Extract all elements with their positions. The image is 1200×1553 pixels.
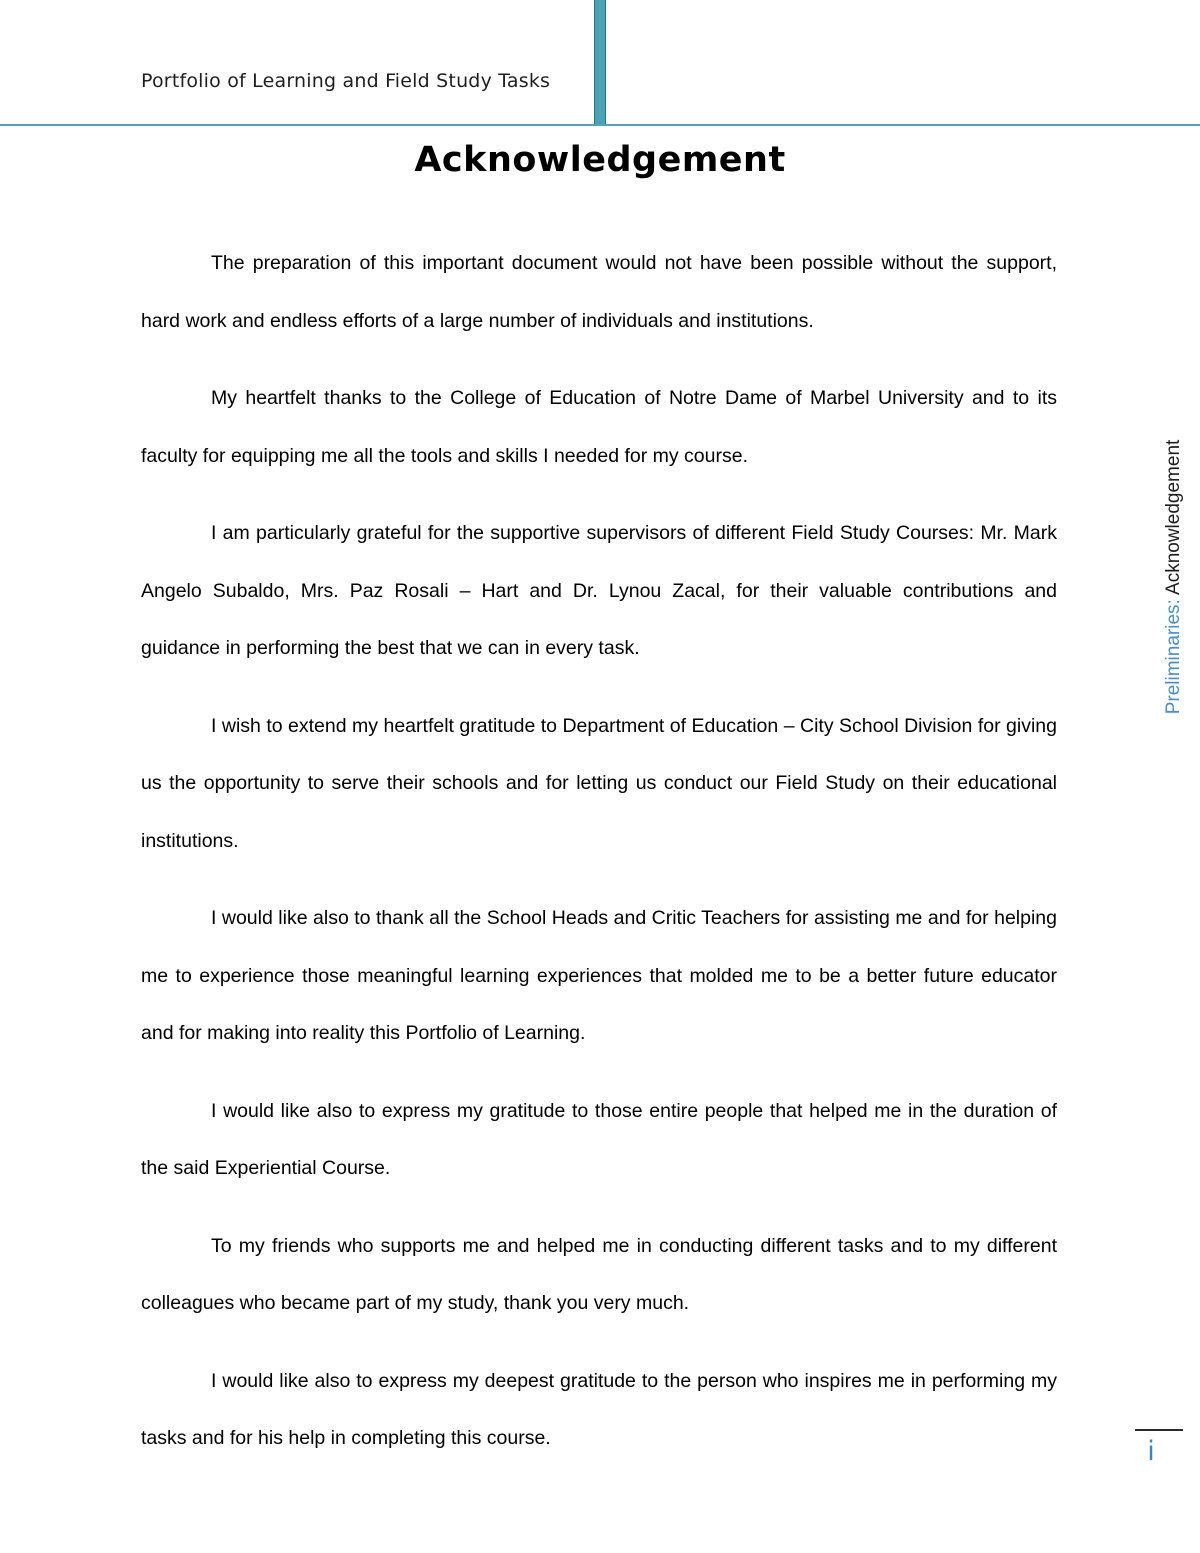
header-accent-bar xyxy=(594,0,606,125)
running-header-title: Portfolio of Learning and Field Study Tasks xyxy=(141,70,551,92)
paragraph: I would like also to express my deepest gratitude to the person who inspires me in performing my tasks and for his help in completing this course. xyxy=(141,1369,1057,1449)
paragraph: To my friends who supports me and helped me in conducting different tasks and to my different colleagues who became part of my study, thank you very much. xyxy=(141,1234,1057,1314)
side-label-section: Preliminaries xyxy=(1163,604,1184,715)
paragraph: My heartfelt thanks to the College of Education of Notre Dame of Marbel University and to its faculty for equipping me all the tools and skills I needed for my course. xyxy=(141,387,1057,467)
side-label-separator: : xyxy=(1163,594,1184,605)
paragraph: I wish to extend my heartfelt gratitude to Department of Education – City School Division for giving us the opportunity to serve their schools and for letting us conduct our Field Study on their educational institutions. xyxy=(141,714,1057,852)
page-title: Acknowledgement xyxy=(414,140,786,180)
paragraph: The preparation of this important document would not have been possible without the support, hard work and endless efforts of a large number of individuals and institutions. xyxy=(141,252,1057,332)
paragraph: I would like also to thank all the School Heads and Critic Teachers for assisting me and for helping me to experience those meaningful learning experiences that molded me to be a better future educator and for making into reality this Portfolio of Learning. xyxy=(141,907,1057,1044)
side-section-label xyxy=(1163,440,1185,715)
paragraph: I am particularly grateful for the supportive supervisors of different Field Study Courses: Mr. Mark Angelo Subaldo, Mrs. Paz Rosali – Hart and Dr. Lynou Zacal, for their valuable contributions and guidance in performing the best that we can in every task. xyxy=(141,522,1057,659)
header-divider xyxy=(0,124,1200,126)
page-number: i xyxy=(1147,1436,1155,1467)
side-label-page: Acknowledgement xyxy=(1163,439,1184,595)
footer-rule xyxy=(1135,1429,1183,1431)
paragraph: I would like also to express my gratitude to those entire people that helped me in the duration of the said Experiential Course. xyxy=(141,1099,1057,1179)
acknowledgement-body xyxy=(141,235,1057,1488)
